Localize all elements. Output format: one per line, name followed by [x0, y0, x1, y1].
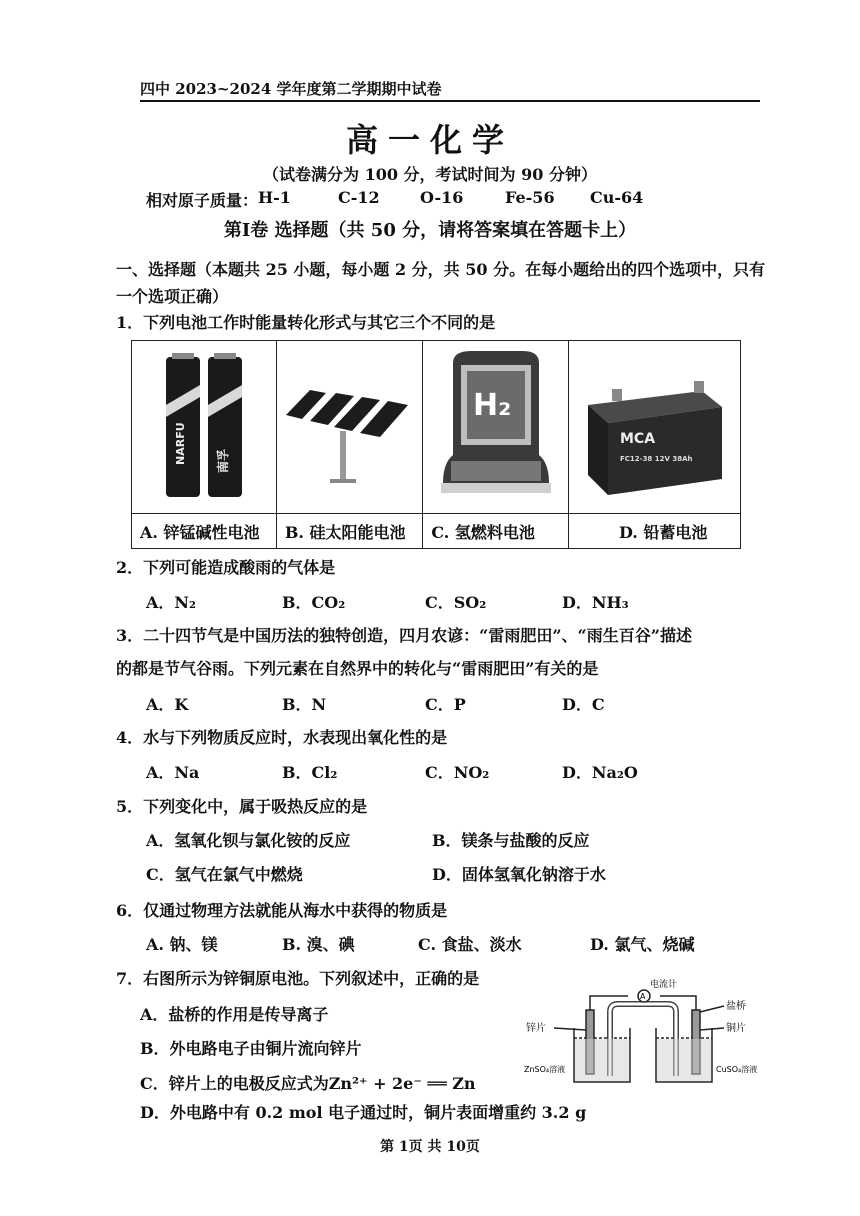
option: C．SO₂: [425, 593, 487, 612]
option: B．外电路电子由铜片流向锌片: [140, 1039, 362, 1058]
question-stem: 4．水与下列物质反应时，水表现出氧化性的是: [116, 728, 448, 747]
option: C．锌片上的电极反应式为Zn²⁺ + 2e⁻ ══ Zn: [140, 1074, 476, 1093]
option: A. 钠、镁: [146, 935, 218, 954]
svg-text:盐桥: 盐桥: [726, 1001, 746, 1012]
svg-text:CuSO₄溶液: CuSO₄溶液: [716, 1065, 758, 1074]
zinc-copper-cell-diagram: [520, 980, 770, 1090]
svg-text:铜片: 铜片: [726, 1023, 746, 1034]
svg-text:南孚: 南孚: [215, 448, 230, 473]
svg-text:FC12-38 12V 38Ah: FC12-38 12V 38Ah: [620, 455, 693, 463]
option: A．盐桥的作用是传导离子: [140, 1005, 329, 1024]
atomic-mass: C-12: [338, 188, 380, 207]
atomic-mass: Fe-56: [505, 188, 555, 207]
question-stem: 6．仅通过物理方法就能从海水中获得的物质是: [116, 901, 448, 920]
option: B．Cl₂: [282, 763, 338, 782]
option: B．N: [282, 695, 327, 714]
alkaline-battery-icon: [166, 353, 242, 497]
question-stem: 的都是节气谷雨。下列元素在自然界中的转化与“雷雨肥田”有关的是: [116, 659, 599, 678]
battery-table: [131, 340, 741, 549]
option: B．CO₂: [282, 593, 346, 612]
atomic-masses: [146, 188, 643, 211]
option-label: D. 铅蓄电池: [568, 514, 740, 549]
svg-text:H₂: H₂: [472, 387, 511, 423]
svg-text:锌片: 锌片: [526, 1023, 546, 1034]
svg-text:NARFU: NARFU: [173, 422, 187, 465]
option: B．镁条与盐酸的反应: [432, 831, 590, 850]
section-intro: 一、选择题（本题共 25 小题，每小题 2 分，共 50 分。在每小题给出的四个选项中，只有一个选项正确）: [116, 260, 766, 306]
header-rule: [140, 100, 760, 102]
option: C．NO₂: [425, 763, 490, 782]
option: D．外电路中有 0.2 mol 电子通过时，铜片表面增重约 3.2 g: [140, 1103, 587, 1122]
hydrogen-fuel-cell-icon: [441, 351, 551, 493]
lead-battery-image: [568, 341, 740, 514]
question-stem: 5．下列变化中，属于吸热反应的是: [116, 797, 368, 816]
option-label: C. 氢燃料电池: [423, 514, 569, 549]
option: A．N₂: [146, 593, 197, 612]
svg-text:A: A: [640, 992, 646, 1001]
question-stem: 7．右图所示为锌铜原电池。下列叙述中，正确的是: [116, 969, 480, 988]
atomic-mass: Cu-64: [590, 188, 644, 207]
option: C．氢气在氯气中燃烧: [146, 865, 303, 884]
lead-acid-battery-icon: [588, 381, 722, 495]
alkaline-battery-image: [132, 341, 277, 514]
exam-header: 四中 2023~2024 学年度第二学期期中试卷: [140, 80, 442, 98]
atomic-masses-label: 相对原子质量：: [146, 191, 259, 210]
option: D．固体氢氧化钠溶于水: [432, 865, 606, 884]
option: C. 食盐、淡水: [418, 935, 522, 954]
option: D．NH₃: [562, 593, 629, 612]
option: A．Na: [146, 763, 200, 782]
option: D．Na₂O: [562, 763, 638, 782]
option: B. 溴、碘: [282, 935, 355, 954]
fuel-cell-image: [423, 341, 569, 514]
svg-text:电流计: 电流计: [650, 980, 678, 990]
solar-panel-icon: [286, 390, 408, 483]
atomic-mass: O-16: [420, 188, 464, 207]
solar-cell-image: [276, 341, 423, 514]
atomic-mass: H-1: [258, 188, 291, 207]
svg-text:MCA: MCA: [620, 431, 656, 447]
option: A．氢氧化钡与氯化铵的反应: [146, 831, 351, 850]
option-label: A. 锌锰碱性电池: [132, 514, 277, 549]
question-stem: 3．二十四节气是中国历法的独特创造，四月农谚：“雷雨肥田”、“雨生百谷”描述: [116, 626, 692, 645]
option-label: B. 硅太阳能电池: [276, 514, 423, 549]
exam-instructions: （试卷满分为 100 分，考试时间为 90 分钟）: [263, 165, 597, 184]
page-number: 第 1页 共 10页: [380, 1139, 480, 1155]
page-title: 高一化学: [345, 121, 514, 159]
option: A．K: [146, 695, 189, 714]
svg-text:ZnSO₄溶液: ZnSO₄溶液: [524, 1065, 566, 1074]
question-stem: 1．下列电池工作时能量转化形式与其它三个不同的是: [116, 313, 496, 332]
part-title: 第Ⅰ卷 选择题（共 50 分，请将答案填在答题卡上）: [223, 220, 637, 241]
option: C．P: [425, 695, 466, 714]
question-stem: 2．下列可能造成酸雨的气体是: [116, 558, 336, 577]
option: D．C: [562, 695, 605, 714]
option: D. 氯气、烧碱: [590, 935, 695, 954]
